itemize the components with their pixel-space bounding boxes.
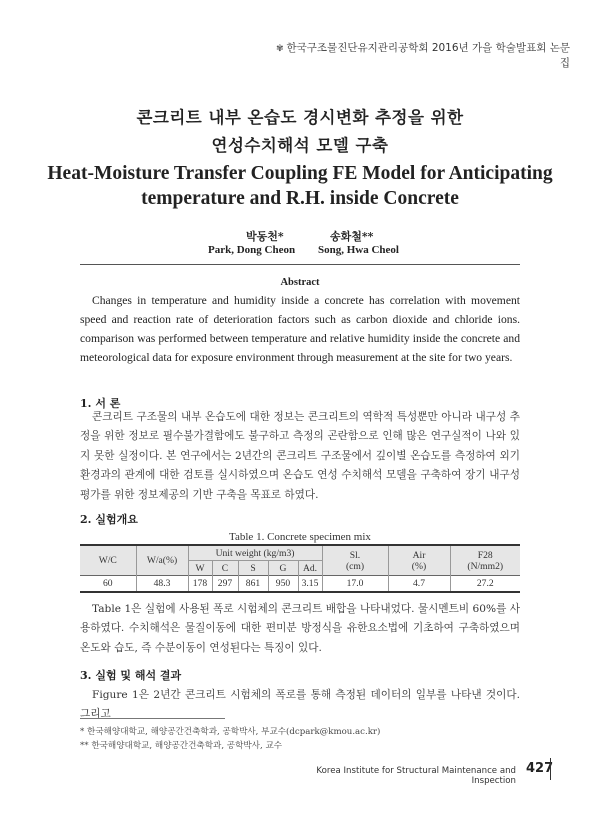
header-slump: Sl. (cm) xyxy=(322,545,388,576)
header-divider xyxy=(80,264,520,265)
header-c: C xyxy=(212,561,238,576)
header-unit-weight: Unit weight (kg/m3) xyxy=(188,545,322,561)
header-f28: F28 (N/mm2) xyxy=(450,545,520,576)
table-header-row xyxy=(80,545,520,561)
cell-slump: 17.0 xyxy=(322,576,388,593)
abstract-heading: Abstract xyxy=(280,277,320,288)
running-head xyxy=(270,40,570,70)
cell-air: 4.7 xyxy=(388,576,450,593)
cell-w: 178 xyxy=(188,576,212,593)
cell-c: 297 xyxy=(212,576,238,593)
abstract-body: Changes in temperature and humidity inside a concrete has correlation with movement speed and reaction rate of deterioration factors such as carbon dioxide and chloride ions. comparison was performed between temperature and relative humidity inside the concrete and meteorological data for exposure environment through measurement at the site for two years. xyxy=(80,294,520,364)
section-1-body: 콘크리트 구조물의 내부 온습도에 대한 정보는 콘크리트의 역학적 특성뿐만 아니라 내구성 추정을 위한 정보로 필수불가결함에도 불구하고 측정의 곤란함으로 인해 많은 연구실적이 나와 있지 못한 실정이다. 본 연구에서는 2년간의 콘크리트 구조물에서 깊이별 온습도를 측정하여 외기 환경과의 관계에 대한 검토를 실시하였으며 온습도 연성 수치해석 모델을 구축하여 장기 내구성 평가를 위한 정보제공의 기반 구축을 목표로 하였다. xyxy=(80,411,520,501)
footer-divider xyxy=(550,758,551,780)
title-korean-line-1: 콘크리트 내부 온습도 경시변화 추정을 위한 xyxy=(136,108,464,127)
table-row xyxy=(80,576,520,593)
cell-f28: 27.2 xyxy=(450,576,520,593)
footnote-2: ** 한국해양대학교, 해양공간건축학과, 공학박사, 교수 xyxy=(80,741,283,751)
cell-ad: 3.15 xyxy=(298,576,322,593)
running-head-text: 한국구조물진단유지관리공학회 2016년 가을 학술발표회 논문집 xyxy=(286,42,570,69)
page-number: 427 xyxy=(526,761,554,776)
section-2-body: Table 1은 실험에 사용된 폭로 시험체의 콘크리트 배합을 나타내었다. 물시멘트비 60%를 사용하였다. 수치해석은 물질이동에 대한 편미분 방정식을 유한요소법에 기초하여 구축하였으며 온도와 습도, 즉 수분이동이 연성된다는 특징이 있다. xyxy=(80,603,520,654)
section-2-heading: 2. 실험개요 xyxy=(80,513,138,526)
author-1-korean: 박동천* xyxy=(246,230,284,243)
cell-s: 861 xyxy=(238,576,268,593)
cell-wc: 60 xyxy=(80,576,136,593)
header-wa: W/a(%) xyxy=(136,545,188,576)
flower-icon: ✾ xyxy=(275,44,284,54)
author-1-english: Park, Dong Cheon xyxy=(208,244,296,256)
footnote-divider xyxy=(80,718,225,719)
header-s: S xyxy=(238,561,268,576)
title-korean-line-2: 연성수치해석 모델 구축 xyxy=(211,136,389,155)
header-g: G xyxy=(268,561,298,576)
section-1-heading: 1. 서 론 xyxy=(80,397,121,410)
author-2-english: Song, Hwa Cheol xyxy=(318,244,399,256)
title-english-line-1: Heat-Moisture Transfer Coupling FE Model for Anticipating xyxy=(47,163,553,184)
header-ad: Ad. xyxy=(298,561,322,576)
section-3-heading: 3. 실험 및 해석 결과 xyxy=(80,669,182,682)
cell-g: 950 xyxy=(268,576,298,593)
header-w: W xyxy=(188,561,212,576)
footer-institute: Korea Institute for Structural Maintenance and Inspection xyxy=(316,766,516,786)
author-2-korean: 송화철** xyxy=(330,230,374,243)
cell-wa: 48.3 xyxy=(136,576,188,593)
header-air: Air (%) xyxy=(388,545,450,576)
section-3-body: Figure 1은 2년간 콘크리트 시험체의 폭로를 통해 측정된 데이터의 일부를 나타낸 것이다. 그리고 xyxy=(80,689,520,721)
title-english-line-2: temperature and R.H. inside Concrete xyxy=(141,188,459,209)
header-wc: W/C xyxy=(80,545,136,576)
footnote-1: * 한국해양대학교, 해양공간건축학과, 공학박사, 부교수(dcpark@kmou.ac.kr) xyxy=(80,727,381,737)
concrete-mix-table xyxy=(80,544,520,593)
table-caption: Table 1. Concrete specimen mix xyxy=(229,531,371,543)
